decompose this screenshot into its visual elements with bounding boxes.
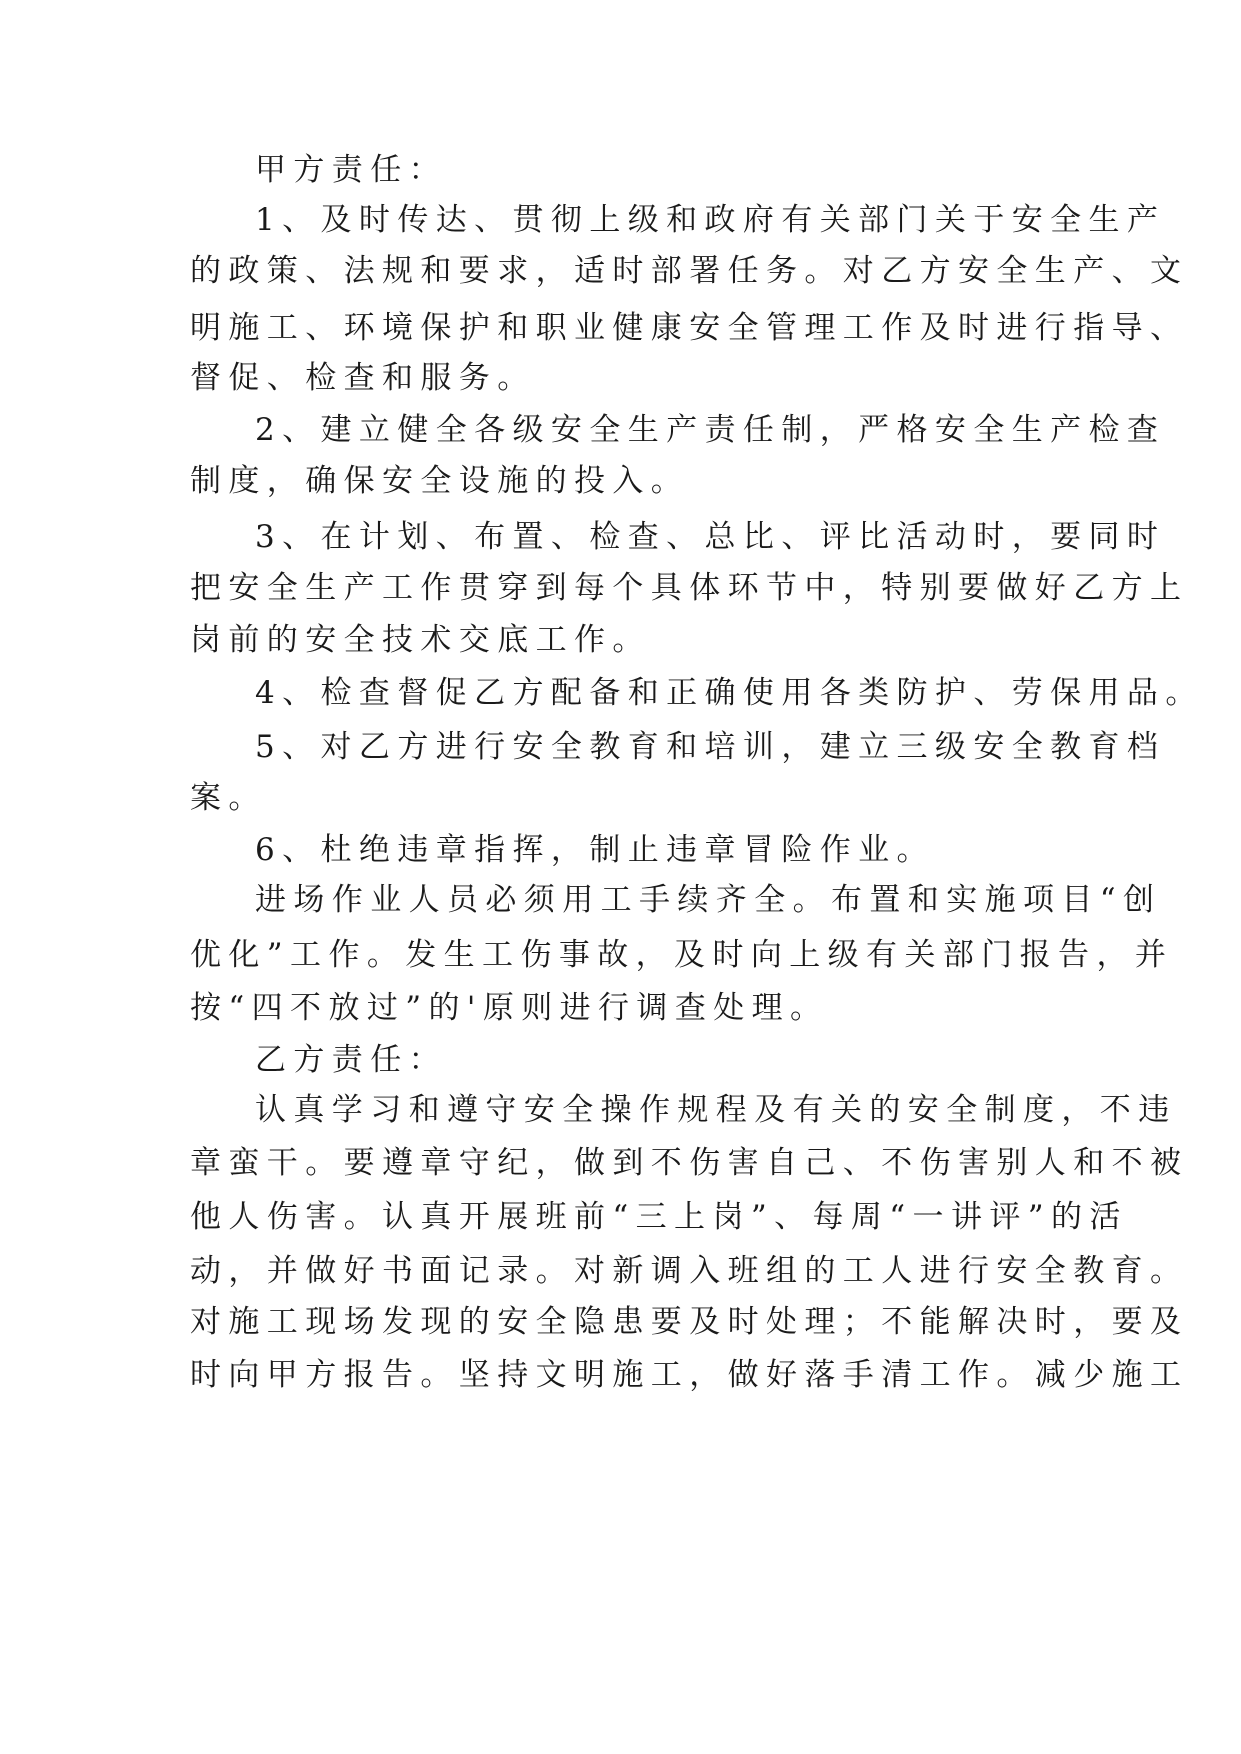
paragraph-line: 的政策、法规和要求，适时部署任务。对乙方安全生产、文 (190, 253, 1189, 289)
paragraph-line: 进场作业人员必须用工手续齐全。布置和实施项目“创 (255, 882, 1162, 918)
paragraph-line: 动，并做好书面记录。对新调入班组的工人进行安全教育。 (190, 1253, 1189, 1289)
paragraph-line: 督促、检查和服务。 (190, 360, 536, 396)
heading-party-b: 乙方责任： (255, 1042, 447, 1078)
paragraph-line: 优化”工作。发生工伤事故，及时向上级有关部门报告，并 (190, 937, 1174, 973)
paragraph-line: 明施工、环境保护和职业健康安全管理工作及时进行指导、 (190, 310, 1189, 346)
paragraph-line: 案。 (190, 780, 267, 816)
paragraph-line: 制度，确保安全设施的投入。 (190, 463, 690, 499)
paragraph-line: 把安全生产工作贯穿到每个具体环节中，特别要做好乙方上 (190, 570, 1189, 606)
paragraph-line: 章蛮干。要遵章守纪，做到不伤害自己、不伤害别人和不被 (190, 1145, 1189, 1181)
paragraph-line: 3、在计划、布置、检查、总比、评比活动时，要同时 (255, 519, 1166, 555)
paragraph-line: 6、杜绝违章指挥，制止违章冒险作业。 (255, 832, 935, 868)
paragraph-line: 5、对乙方进行安全教育和培训，建立三级安全教育档 (255, 729, 1166, 765)
paragraph-line: 1、及时传达、贯彻上级和政府有关部门关于安全生产 (255, 202, 1166, 238)
paragraph-line: 时向甲方报告。坚持文明施工，做好落手清工作。减少施工 (190, 1357, 1189, 1393)
paragraph-line: 他人伤害。认真开展班前“三上岗”、每周“一讲评”的活 (190, 1199, 1128, 1235)
paragraph-line: 岗前的安全技术交底工作。 (190, 622, 651, 658)
paragraph-line: 认真学习和遵守安全操作规程及有关的安全制度，不违 (255, 1092, 1177, 1128)
paragraph-line: 按“四不放过”的'原则进行调查处理。 (190, 990, 829, 1026)
paragraph-line: 4、检查督促乙方配备和正确使用各类防护、劳保用品。 (255, 675, 1204, 711)
heading-party-a: 甲方责任： (255, 152, 447, 188)
paragraph-line: 2、建立健全各级安全生产责任制，严格安全生产检查 (255, 412, 1166, 448)
paragraph-line: 对施工现场发现的安全隐患要及时处理；不能解决时，要及 (190, 1304, 1189, 1340)
